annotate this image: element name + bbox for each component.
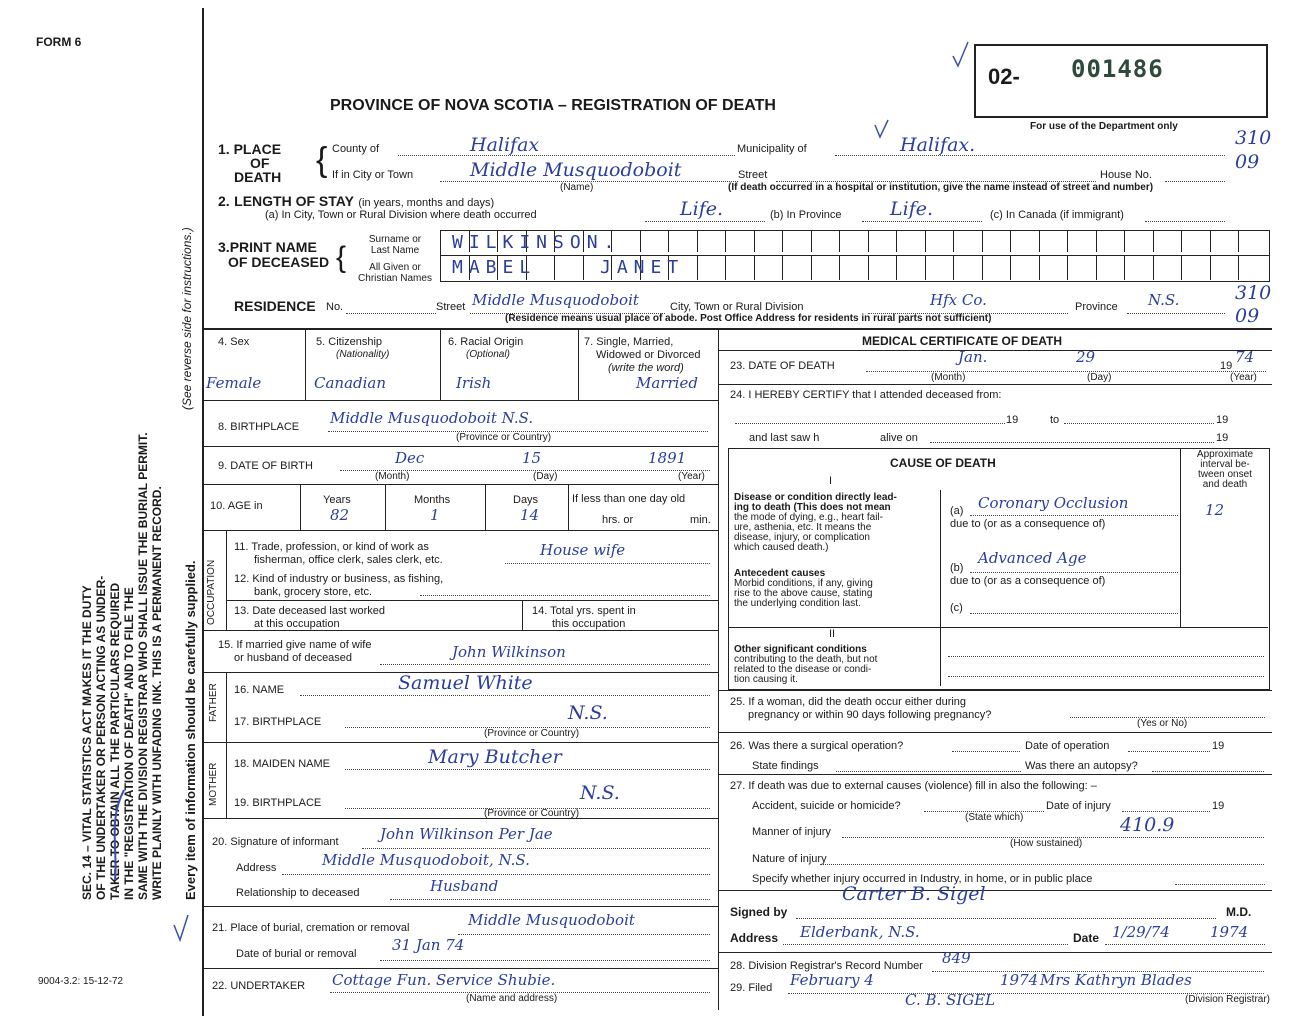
s8-label: 8. BIRTHPLACE [218, 421, 300, 433]
residence-note: (Residence means usual place of abode. Post Office Address for residents in rural parts not sufficient) [505, 313, 992, 324]
city-value: Middle Musquodoboit [470, 159, 682, 181]
undertaker-value: Cottage Fun. Service Shubie. [332, 971, 556, 989]
s5-label: 5. Citizenship [316, 336, 383, 348]
informant-address: Middle Musquodoboit, N.S. [322, 851, 530, 869]
residence-label: RESIDENCE [234, 298, 316, 314]
s2a-label: (a) In City, Town or Rural Division where death occurred [265, 209, 537, 221]
q13-label: 13. Date deceased last worked at this occupation [234, 605, 386, 630]
s2b-value: Life. [890, 198, 934, 220]
s10-label: 10. AGE in [210, 500, 263, 512]
q14-label: 14. Total yrs. spent in this occupation [532, 605, 636, 630]
registration-number: 001486 [1071, 55, 1164, 83]
dept-code-4: 09 [1235, 305, 1260, 327]
signed-date: 1/29/74 [1112, 923, 1170, 941]
other-conditions-note: Other significant conditions contributing to the death, but not related to the disease or condi- tion causing it. [734, 644, 878, 685]
residence-street-label: Street [436, 301, 466, 313]
dob-year: 1891 [648, 449, 687, 467]
dob-month: Dec [395, 449, 425, 467]
age-years: 82 [330, 506, 350, 524]
signed-value: Carter B. Sigel [842, 883, 986, 905]
s3-label: 3.PRINT NAME OF DECEASED [218, 239, 330, 270]
residence-city-label: City, Town or Rural Division [670, 301, 804, 313]
s22-label: 22. UNDERTAKER [212, 980, 306, 992]
citizenship-value: Canadian [314, 374, 387, 392]
burial-date: 31 Jan 74 [392, 936, 465, 954]
cause-a-value: Coronary Occlusion [978, 494, 1129, 512]
county-value: Halifax [470, 134, 540, 156]
filed-date: February 4 [790, 971, 874, 989]
interval-header: Approximate interval be- tween onset and death [1196, 449, 1254, 490]
informant-signature: John Wilkinson Per Jae [380, 825, 553, 843]
s21-label: 21. Place of burial, cremation or removal [212, 922, 410, 934]
occupation-value: House wife [540, 541, 626, 559]
informant-address-label: Address [236, 862, 277, 874]
mother-birthplace-label: 19. BIRTHPLACE [234, 797, 322, 809]
antecedent-note: Antecedent causes Morbid conditions, if any, giving rise to the above cause, stating the underlying condition last. [734, 568, 873, 609]
father-name: Samuel White [398, 672, 533, 694]
s1-label: 1. PLACE OF DEATH [218, 141, 282, 185]
relationship-label: Relationship to deceased [236, 887, 360, 899]
doctor-address-label: Address [730, 931, 779, 945]
q11-label: 11. Trade, profession, or kind of work as fisherman, office clerk, sales clerk, etc. [234, 541, 443, 566]
s4-label: 4. Sex [218, 336, 250, 348]
cause-a-interval: 12 [1205, 501, 1225, 519]
department-note: For use of the Department only [1030, 121, 1178, 132]
father-birthplace-label: 17. BIRTHPLACE [234, 716, 322, 728]
surname-value: WILKINSON. [452, 232, 621, 253]
residence-no-label: No. [326, 301, 344, 313]
s28-label: 28. Division Registrar's Record Number [730, 960, 923, 972]
burial-place: Middle Musquodoboit [468, 911, 635, 929]
death-year: 74 [1235, 348, 1255, 366]
s15-label: 15. If married give name of wife or husband of deceased [218, 639, 372, 664]
given-name-1: MABEL [452, 257, 537, 278]
given-label: All Given or Christian Names [358, 262, 432, 284]
mother-side-label: MOTHER [208, 762, 219, 806]
doctor-address: Elderbank, N.S. [800, 923, 920, 941]
page-title: PROVINCE OF NOVA SCOTIA – REGISTRATION OF DEATH [330, 97, 776, 114]
municipality-label: Municipality of [737, 143, 807, 155]
given-name-2: JANET [600, 257, 685, 278]
city-label: If in City or Town [332, 169, 414, 181]
father-side-label: FATHER [208, 683, 219, 722]
q26-label: 26. Was there a surgical operation? [730, 740, 904, 752]
s2b-label: (b) In Province [770, 209, 842, 221]
mother-birthplace: N.S. [580, 782, 620, 804]
s7-label: 7. Single, Married, Widowed or Divorced (write the word) [584, 336, 701, 374]
residence-street: Middle Musquodoboit [472, 291, 639, 309]
registration-prefix: 02- [988, 64, 1020, 89]
s6-label: 6. Racial Origin [448, 336, 524, 348]
dept-code-3: 310 [1235, 282, 1272, 304]
mother-maiden-name: Mary Butcher [428, 746, 562, 768]
mother-maiden-label: 18. MAIDEN NAME [234, 758, 330, 770]
municipality-value: Halifax. [900, 134, 976, 156]
residence-province: N.S. [1148, 291, 1180, 309]
occupation-side-label: OCCUPATION [206, 559, 217, 625]
death-month: Jan. [958, 348, 988, 366]
q25-label: 25. If a woman, did the death occur either during pregnancy or within 90 days following pregnancy? [730, 696, 992, 721]
surname-label: Surname or Last Name [368, 234, 422, 256]
dept-code-1: 310 [1235, 127, 1272, 149]
s2-label: 2. LENGTH OF STAY (in years, months and days) [218, 193, 495, 209]
dept-code-2: 09 [1235, 151, 1260, 173]
marital-status-value: Married [636, 374, 698, 392]
cause-b-value: Advanced Age [978, 549, 1087, 567]
spouse-value: John Wilkinson [452, 643, 566, 661]
registrar-signature: Mrs Kathryn Blades [1040, 971, 1192, 989]
father-name-label: 16. NAME [234, 684, 285, 696]
street-label: Street [738, 169, 768, 181]
age-days: 14 [520, 506, 540, 524]
birthplace-value: Middle Musquodoboit N.S. [330, 409, 534, 427]
s2c-label: (c) In Canada (if immigrant) [990, 209, 1124, 221]
reverse-note: (See reverse side for instructions.) [180, 227, 194, 410]
sex-value: Female [206, 374, 262, 392]
medical-title: MEDICAL CERTIFICATE OF DEATH [862, 334, 1062, 348]
s2a-value: Life. [680, 198, 724, 220]
residence-province-label: Province [1075, 301, 1118, 313]
q23-label: 23. DATE OF DEATH [730, 360, 835, 372]
house-label: House No. [1100, 169, 1152, 181]
cause-title: CAUSE OF DEATH [890, 456, 996, 470]
signed-label: Signed by [730, 905, 788, 919]
county-label: County of [332, 143, 380, 155]
filed-year: 1974 [1000, 971, 1039, 989]
signed-year: 1974 [1210, 923, 1249, 941]
s9-label: 9. DATE OF BIRTH [218, 460, 313, 472]
father-birthplace: N.S. [568, 702, 608, 724]
q12-label: 12. Kind of industry or business, as fishing, bank, grocery store, etc. [234, 573, 444, 598]
side-instructions: SEC. 14 – VITAL STATISTICS ACT MAKES IT THE DUTY OF THE UNDERTAKER OR PERSON ACTING AS UNDER- TAKER TO OBTAIN ALL THE PARTICULARS REQUIRED IN THE "REGISTRATION OF DEATH" AND TO FILE THE SAME WITH THE DIVISION REGISTRAR WHO SHALL ISSUE THE BURIAL PERMIT. WRITE PLAINLY WITH UNFADING INK. THIS IS A PERMANENT RECORD. Every item of information should be carefully supplied. [80, 432, 198, 900]
s20-label: 20. Signature of informant [212, 836, 339, 848]
q24-label: 24. I HEREBY CERTIFY that I attended deceased from: [730, 389, 1002, 401]
racial-origin-value: Irish [456, 374, 492, 392]
death-day: 29 [1076, 348, 1096, 366]
q27-label: 27. If death was due to external causes (violence) fill in also the following: – [730, 780, 1097, 792]
age-months: 1 [430, 506, 440, 524]
hospital-note: (If death occurred in a hospital or institution, give the name instead of street and number) [728, 182, 1154, 193]
burial-date-label: Date of burial or removal [236, 948, 357, 960]
relationship-value: Husband [430, 877, 499, 895]
direct-cause-note: Disease or condition directly lead- ing to death (This does not mean the mode of dying, e.g., heart fail- ure, asthenia, etc. It means the disease, injury, or complication which caused death.) [734, 492, 897, 553]
record-number: 849 [942, 949, 971, 967]
form-label: FORM 6 [36, 35, 82, 49]
name-note: (Name) [560, 182, 594, 193]
form-code: 9004-3.2: 15-12-72 [38, 976, 124, 987]
dob-day: 15 [522, 449, 542, 467]
registrar-stamp: C. B. SIGEL [905, 991, 996, 1009]
s29-label: 29. Filed [730, 982, 773, 994]
residence-city: Hfx Co. [930, 291, 987, 309]
manner-of-injury-value: 410.9 [1120, 814, 1175, 836]
